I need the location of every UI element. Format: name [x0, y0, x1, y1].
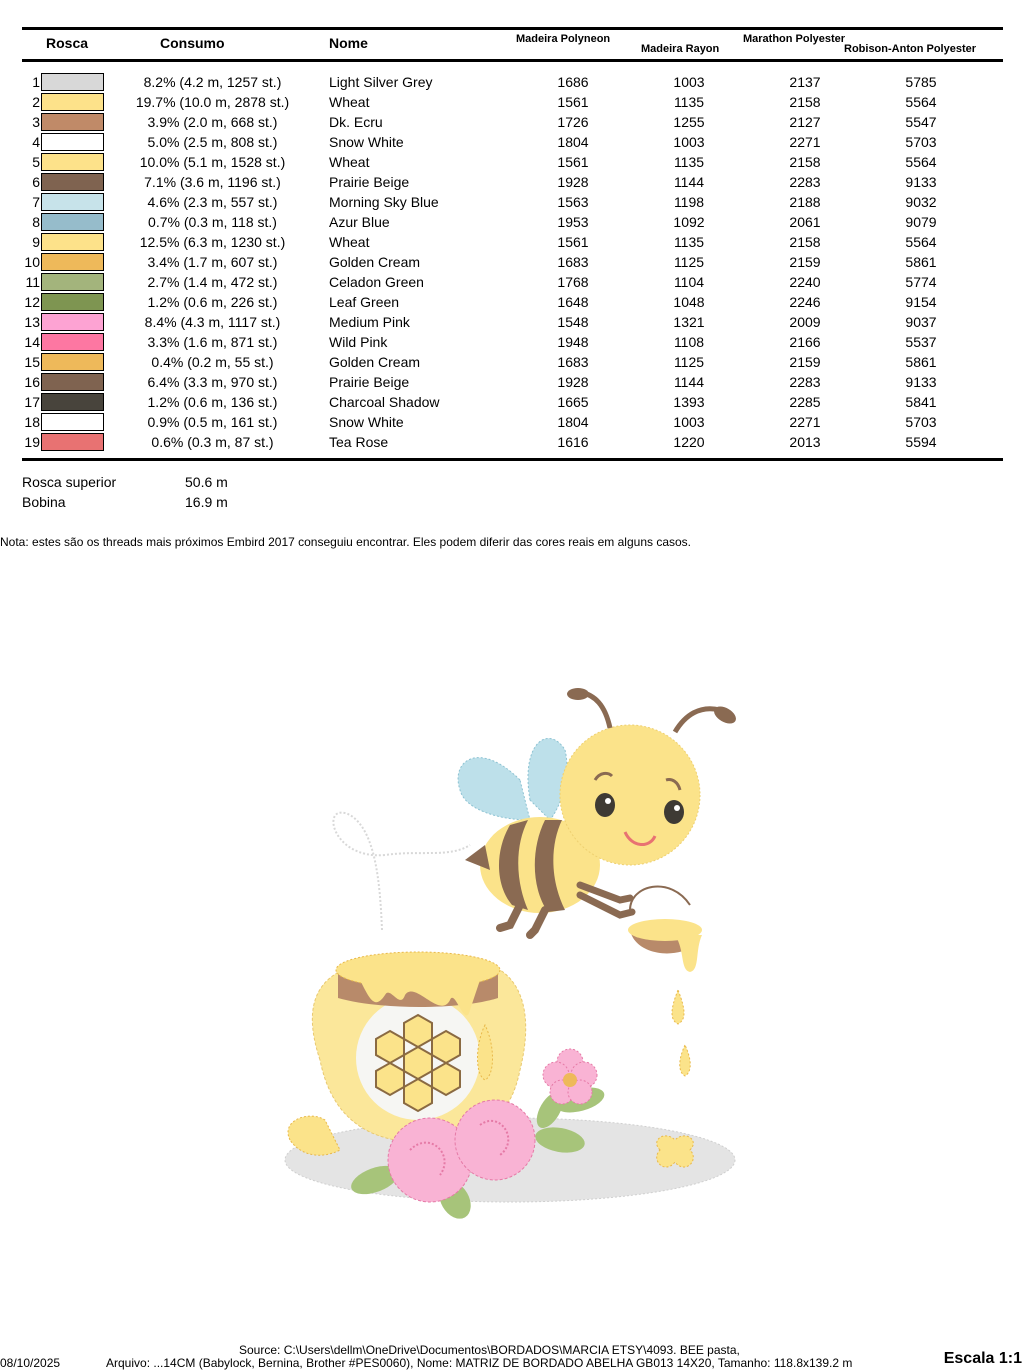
robison-anton-code: 9154: [905, 294, 937, 310]
madeira-rayon-code: 1135: [673, 94, 705, 110]
table-row: [0, 192, 1024, 212]
table-row: [0, 112, 1024, 132]
table-row: [0, 292, 1024, 312]
marathon-polyester-code: 2283: [789, 374, 821, 390]
marathon-polyester-code: 2159: [789, 254, 821, 270]
thread-consumption: 0.6% (0.3 m, 87 st.): [151, 434, 274, 450]
madeira-polyneon-code: 1948: [557, 334, 589, 350]
thread-number: 10: [24, 254, 40, 270]
marathon-polyester-code: 2159: [789, 354, 821, 370]
footer-source: Source: C:\Users\dellm\OneDrive\Documentos\BORDADOS\MARCIA ETSY\4093. BEE pasta,: [239, 1343, 740, 1357]
thread-color-swatch: [41, 93, 104, 111]
madeira-polyneon-code: 1768: [557, 274, 589, 290]
madeira-polyneon-code: 1953: [557, 214, 589, 230]
thread-color-swatch: [41, 313, 104, 331]
robison-anton-code: 5861: [905, 354, 937, 370]
thread-color-swatch: [41, 293, 104, 311]
table-row: [0, 152, 1024, 172]
thread-consumption: 1.2% (0.6 m, 226 st.): [147, 294, 278, 310]
table-row: [0, 232, 1024, 252]
marathon-polyester-code: 2009: [789, 314, 821, 330]
robison-anton-code: 9032: [905, 194, 937, 210]
robison-anton-code: 9037: [905, 314, 937, 330]
robison-anton-code: 5703: [905, 134, 937, 150]
thread-name: Wheat: [329, 154, 370, 170]
madeira-polyneon-code: 1548: [557, 314, 589, 330]
madeira-rayon-code: 1003: [673, 414, 705, 430]
thread-number: 16: [24, 374, 40, 390]
header-madeira-polyneon: Madeira Polyneon: [516, 33, 611, 45]
thread-color-swatch: [41, 113, 104, 131]
madeira-rayon-code: 1003: [673, 134, 705, 150]
madeira-polyneon-code: 1665: [557, 394, 589, 410]
robison-anton-code: 5547: [905, 114, 937, 130]
robison-anton-code: 5564: [905, 154, 937, 170]
madeira-rayon-code: 1393: [673, 394, 705, 410]
madeira-rayon-code: 1220: [673, 434, 705, 450]
madeira-rayon-code: 1003: [673, 74, 705, 90]
thread-number: 1: [32, 74, 40, 90]
thread-number: 4: [32, 134, 40, 150]
marathon-polyester-code: 2166: [789, 334, 821, 350]
thread-name: Tea Rose: [329, 434, 389, 450]
robison-anton-code: 5594: [905, 434, 937, 450]
thread-color-swatch: [41, 233, 104, 251]
table-row: [0, 392, 1024, 412]
table-row: [0, 252, 1024, 272]
robison-anton-code: 5564: [905, 94, 937, 110]
thread-color-swatch: [41, 433, 104, 451]
header-robison-anton: Robison-Anton Polyester: [844, 43, 977, 55]
footer-date: 08/10/2025: [0, 1356, 61, 1370]
marathon-polyester-code: 2061: [789, 214, 821, 230]
thread-color-swatch: [41, 373, 104, 391]
thread-color-swatch: [41, 253, 104, 271]
thread-color-swatch: [41, 173, 104, 191]
thread-name: Snow White: [329, 134, 404, 150]
thread-note: Nota: estes são os threads mais próximos Embird 2017 conseguiu encontrar. Eles podem diferir das cores reais em alguns casos.: [0, 535, 692, 549]
thread-color-swatch: [41, 393, 104, 411]
thread-name: Charcoal Shadow: [329, 394, 440, 410]
thread-name: Celadon Green: [329, 274, 424, 290]
thread-number: 3: [32, 114, 40, 130]
thread-number: 7: [32, 194, 40, 210]
marathon-polyester-code: 2285: [789, 394, 821, 410]
table-top-rule: [22, 27, 1003, 30]
thread-name: Azur Blue: [329, 214, 390, 230]
thread-number: 5: [32, 154, 40, 170]
bobbin-value: 16.9 m: [185, 494, 228, 510]
thread-color-swatch: [41, 353, 104, 371]
header-marathon-polyester: Marathon Polyester: [743, 33, 846, 45]
header-nome: Nome: [329, 35, 368, 51]
madeira-polyneon-code: 1683: [557, 354, 589, 370]
thread-number: 15: [24, 354, 40, 370]
marathon-polyester-code: 2188: [789, 194, 821, 210]
thread-number: 8: [32, 214, 40, 230]
table-row: [0, 132, 1024, 152]
madeira-rayon-code: 1135: [673, 154, 705, 170]
thread-name: Wild Pink: [329, 334, 388, 350]
marathon-polyester-code: 2271: [789, 134, 821, 150]
madeira-polyneon-code: 1563: [557, 194, 589, 210]
robison-anton-code: 9133: [905, 374, 937, 390]
robison-anton-code: 5774: [905, 274, 937, 290]
thread-name: Wheat: [329, 234, 370, 250]
thread-name: Golden Cream: [329, 354, 421, 370]
robison-anton-code: 5841: [905, 394, 937, 410]
thread-name: Prairie Beige: [329, 374, 410, 390]
thread-number: 9: [32, 234, 40, 250]
madeira-polyneon-code: 1928: [557, 374, 589, 390]
madeira-polyneon-code: 1561: [557, 234, 589, 250]
madeira-polyneon-code: 1804: [557, 414, 589, 430]
thread-consumption: 8.4% (4.3 m, 1117 st.): [144, 314, 281, 330]
madeira-rayon-code: 1144: [673, 174, 705, 190]
thread-name: Leaf Green: [329, 294, 400, 310]
madeira-rayon-code: 1092: [673, 214, 705, 230]
madeira-rayon-code: 1108: [673, 334, 705, 350]
thread-color-swatch: [41, 213, 104, 231]
robison-anton-code: 9079: [905, 214, 937, 230]
thread-number: 12: [24, 294, 40, 310]
thread-consumption: 6.4% (3.3 m, 970 st.): [147, 374, 278, 390]
robison-anton-code: 5564: [905, 234, 937, 250]
thread-consumption: 4.6% (2.3 m, 557 st.): [147, 194, 278, 210]
madeira-rayon-code: 1125: [673, 254, 705, 270]
madeira-polyneon-code: 1804: [557, 134, 589, 150]
thread-consumption: 3.9% (2.0 m, 668 st.): [147, 114, 278, 130]
table-row: [0, 72, 1024, 92]
madeira-rayon-code: 1321: [673, 314, 705, 330]
thread-consumption: 5.0% (2.5 m, 808 st.): [147, 134, 278, 150]
marathon-polyester-code: 2137: [789, 74, 821, 90]
robison-anton-code: 5861: [905, 254, 937, 270]
thread-color-swatch: [41, 413, 104, 431]
table-row: [0, 312, 1024, 332]
madeira-rayon-code: 1198: [673, 194, 705, 210]
table-row: [0, 432, 1024, 452]
madeira-polyneon-code: 1683: [557, 254, 589, 270]
madeira-polyneon-code: 1686: [557, 74, 589, 90]
bobbin-label: Bobina: [22, 494, 66, 510]
marathon-polyester-code: 2240: [789, 274, 821, 290]
thread-color-swatch: [41, 333, 104, 351]
thread-color-swatch: [41, 73, 104, 91]
thread-color-swatch: [41, 153, 104, 171]
header-madeira-rayon: Madeira Rayon: [641, 43, 720, 55]
thread-name: Dk. Ecru: [329, 114, 383, 130]
thread-consumption: 19.7% (10.0 m, 2878 st.): [135, 94, 290, 110]
thread-consumption: 7.1% (3.6 m, 1196 st.): [144, 174, 281, 190]
thread-consumption: 0.4% (0.2 m, 55 st.): [151, 354, 274, 370]
table-row: [0, 332, 1024, 352]
marathon-polyester-code: 2127: [789, 114, 821, 130]
thread-number: 17: [24, 394, 40, 410]
thread-consumption: 0.7% (0.3 m, 118 st.): [148, 214, 277, 230]
thread-number: 2: [32, 94, 40, 110]
madeira-rayon-code: 1135: [673, 234, 705, 250]
thread-color-swatch: [41, 193, 104, 211]
thread-name: Medium Pink: [329, 314, 410, 330]
thread-name: Golden Cream: [329, 254, 421, 270]
marathon-polyester-code: 2013: [789, 434, 821, 450]
thread-number: 11: [25, 274, 40, 290]
marathon-polyester-code: 2246: [789, 294, 821, 310]
marathon-polyester-code: 2158: [789, 154, 821, 170]
thread-name: Light Silver Grey: [329, 74, 433, 90]
table-row: [0, 352, 1024, 372]
marathon-polyester-code: 2158: [789, 234, 821, 250]
thread-color-swatch: [41, 133, 104, 151]
scale-label: Escala 1:1: [943, 1350, 1022, 1367]
thread-consumption: 3.3% (1.6 m, 871 st.): [147, 334, 278, 350]
marathon-polyester-code: 2158: [789, 94, 821, 110]
embroidery-preview-bee: [280, 680, 750, 1220]
madeira-polyneon-code: 1726: [557, 114, 589, 130]
madeira-rayon-code: 1104: [673, 274, 705, 290]
thread-consumption: 2.7% (1.4 m, 472 st.): [147, 274, 278, 290]
thread-number: 14: [24, 334, 40, 350]
thread-name: Prairie Beige: [329, 174, 410, 190]
madeira-rayon-code: 1144: [673, 374, 705, 390]
thread-number: 6: [32, 174, 40, 190]
thread-number: 13: [24, 314, 40, 330]
madeira-polyneon-code: 1648: [557, 294, 589, 310]
header-consumo: Consumo: [160, 35, 225, 51]
thread-name: Morning Sky Blue: [329, 194, 439, 210]
thread-consumption: 8.2% (4.2 m, 1257 st.): [143, 74, 282, 90]
robison-anton-code: 5703: [905, 414, 937, 430]
madeira-polyneon-code: 1561: [557, 154, 589, 170]
table-row: [0, 412, 1024, 432]
table-row: [0, 92, 1024, 112]
table-row: [0, 272, 1024, 292]
thread-consumption: 12.5% (6.3 m, 1230 st.): [139, 234, 286, 250]
thread-color-swatch: [41, 273, 104, 291]
robison-anton-code: 9133: [905, 174, 937, 190]
madeira-polyneon-code: 1616: [557, 434, 589, 450]
thread-number: 18: [24, 414, 40, 430]
madeira-polyneon-code: 1561: [557, 94, 589, 110]
table-row: [0, 172, 1024, 192]
robison-anton-code: 5785: [905, 74, 937, 90]
table-row: [0, 372, 1024, 392]
thread-consumption: 10.0% (5.1 m, 1528 st.): [139, 154, 286, 170]
marathon-polyester-code: 2283: [789, 174, 821, 190]
thread-name: Wheat: [329, 94, 370, 110]
thread-consumption: 0.9% (0.5 m, 161 st.): [147, 414, 278, 430]
thread-consumption: 3.4% (1.7 m, 607 st.): [147, 254, 278, 270]
marathon-polyester-code: 2271: [789, 414, 821, 430]
top-thread-value: 50.6 m: [185, 474, 228, 490]
footer-file-info: Arquivo: ...14CM (Babylock, Bernina, Brother #PES0060), Nome: MATRIZ DE BORDADO ABELHA GB013 14X20, Tamanho: 118.8x139.2 m: [106, 1356, 853, 1370]
madeira-rayon-code: 1125: [673, 354, 705, 370]
thread-consumption: 1.2% (0.6 m, 136 st.): [147, 394, 278, 410]
madeira-rayon-code: 1048: [673, 294, 705, 310]
thread-name: Snow White: [329, 414, 404, 430]
top-thread-label: Rosca superior: [22, 474, 117, 490]
table-header-rule: [22, 59, 1003, 62]
table-row: [0, 212, 1024, 232]
madeira-polyneon-code: 1928: [557, 174, 589, 190]
header-rosca: Rosca: [46, 35, 89, 51]
robison-anton-code: 5537: [905, 334, 937, 350]
table-bottom-rule: [22, 458, 1003, 461]
madeira-rayon-code: 1255: [673, 114, 705, 130]
thread-number: 19: [24, 434, 40, 450]
